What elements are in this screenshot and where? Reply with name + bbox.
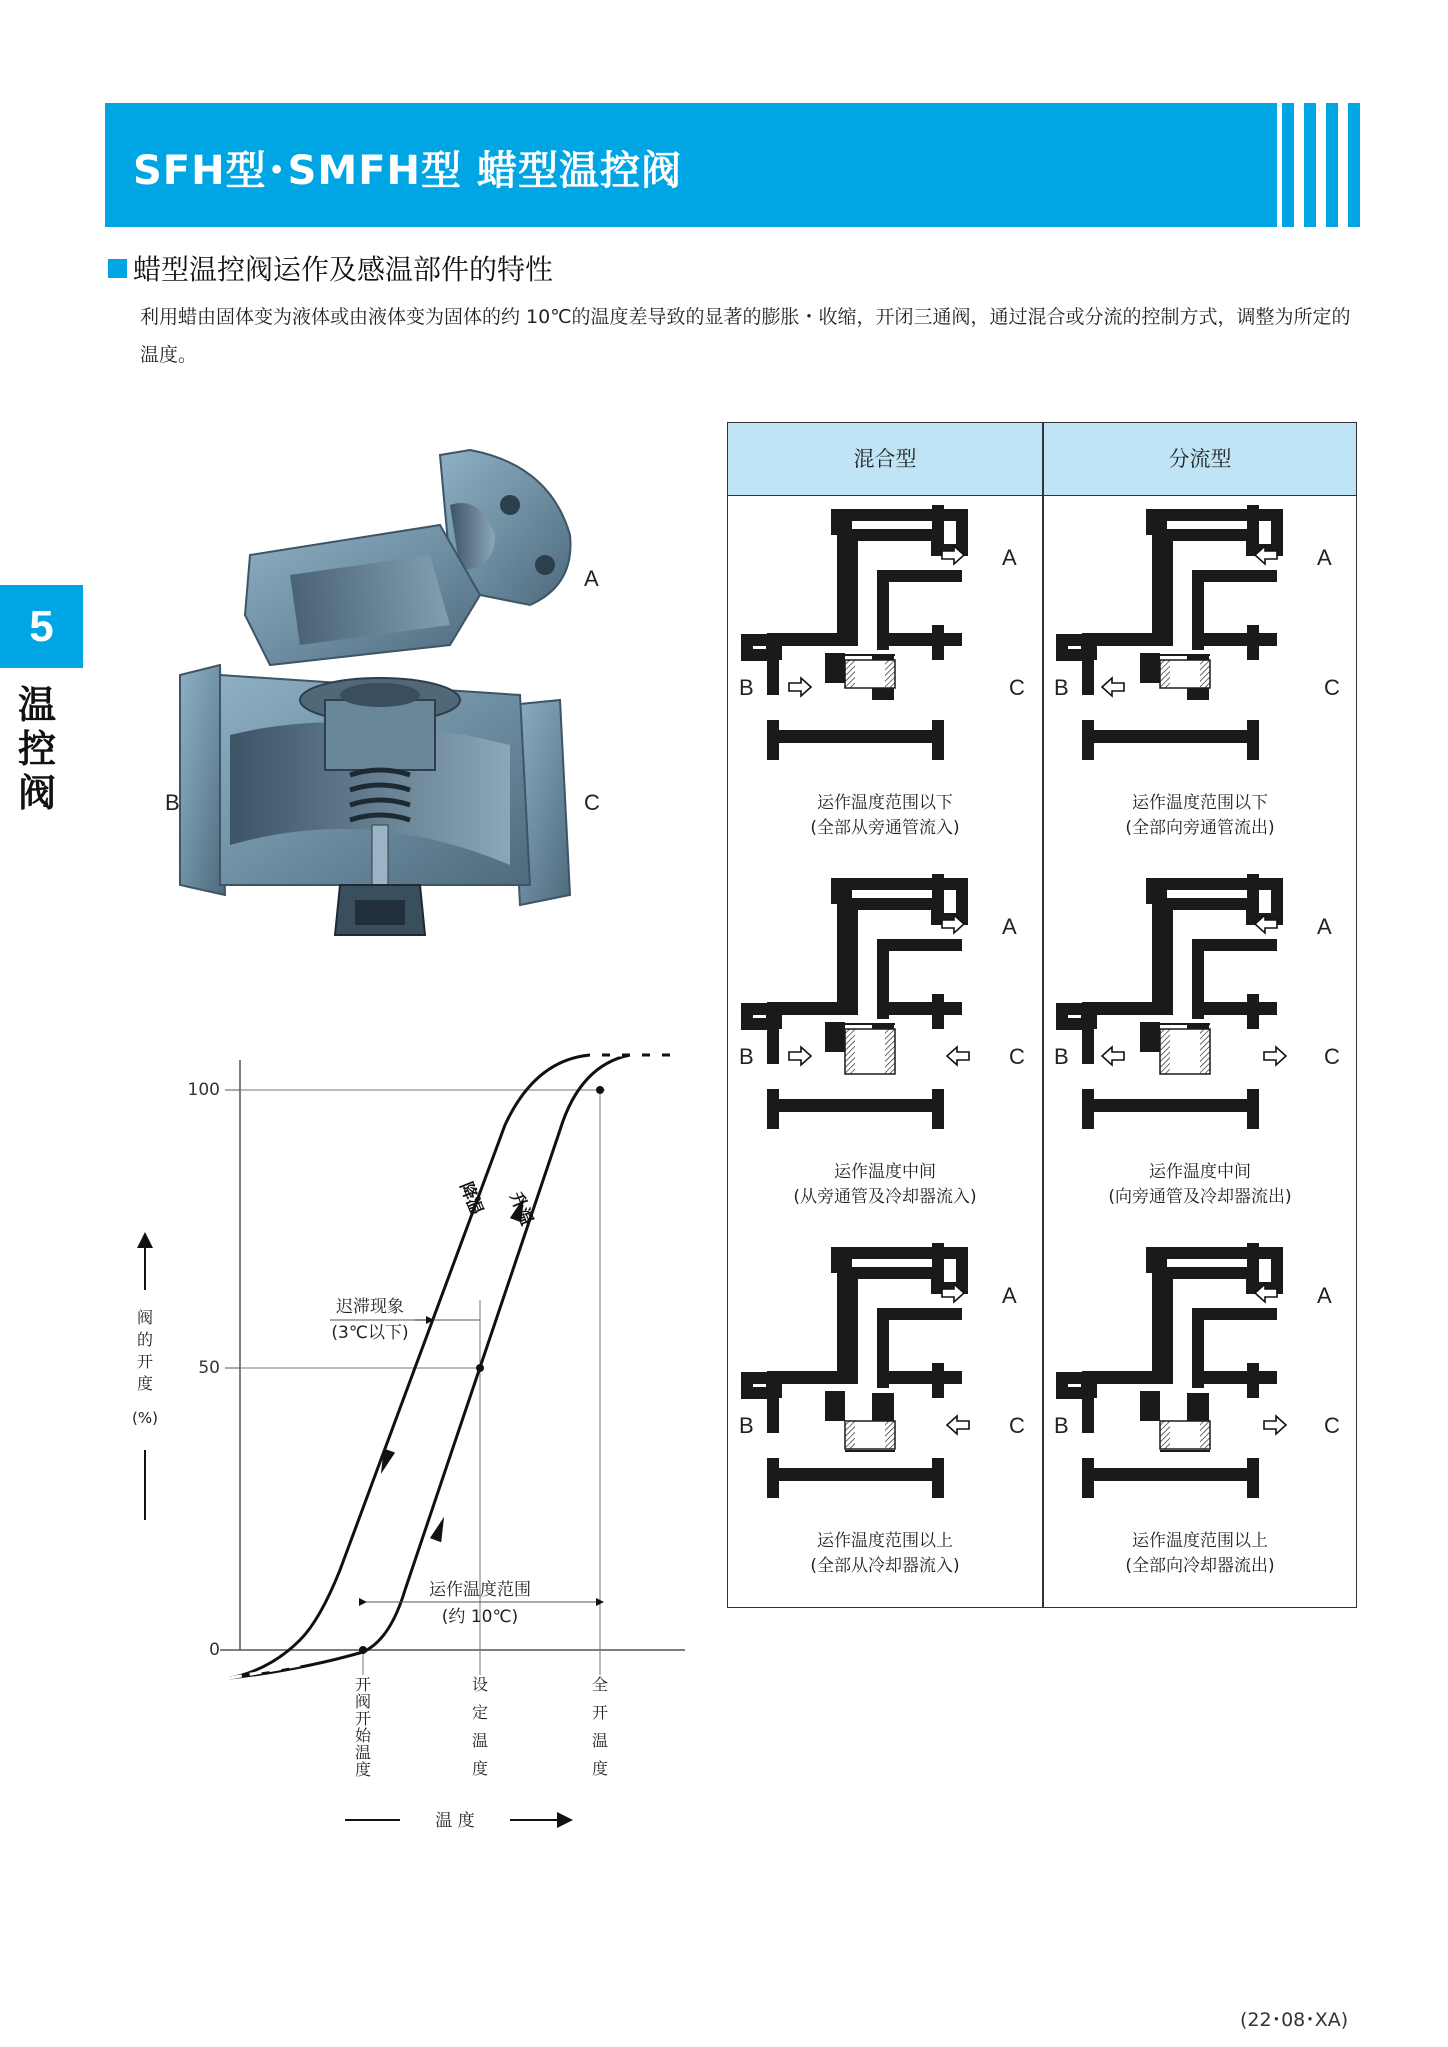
- valve-diagram-split-3: [1042, 1243, 1356, 1513]
- caption-split-row3: 运作温度范围以上 (全部向冷却器流出): [1125, 1531, 1275, 1576]
- port-label-a: A: [1002, 545, 1017, 570]
- section-description: 利用蜡由固体变为液体或由液体变为固体的约 10℃的温度差导致的显著的膨胀・收缩，开闭三通阀，通过混合或分流的控制方式，调整为所定的温度。: [140, 306, 1351, 366]
- port-label-c: C: [1009, 675, 1025, 700]
- x-marker-label: 设定温度: [471, 1675, 489, 1778]
- header-stripes: [1282, 103, 1362, 227]
- square-bullet-icon: [108, 259, 127, 278]
- series-label-heating: 升温: [505, 1189, 537, 1229]
- port-label-c: C: [1324, 1413, 1340, 1438]
- photo-label-a: A: [584, 566, 599, 591]
- column-header-split: 分流型: [1168, 447, 1232, 471]
- footer-code: (22･08･XA): [1240, 2009, 1349, 2031]
- valve-cutaway-photo: [150, 445, 620, 945]
- port-label-a: A: [1317, 1283, 1332, 1308]
- valve-diagram-split-2: [1042, 874, 1356, 1144]
- port-label-c: C: [1324, 1044, 1340, 1069]
- caption-mix-row2: 运作温度中间 (从旁通管及冷却器流入): [793, 1162, 977, 1207]
- chapter-label: 温控阀: [18, 683, 57, 815]
- port-label-b: B: [1054, 675, 1069, 700]
- y-tick-100: 100: [187, 1080, 220, 1100]
- y-tick-50: 50: [198, 1358, 220, 1378]
- chapter-number-tab[interactable]: 5: [0, 585, 83, 668]
- port-label-a: A: [1317, 914, 1332, 939]
- port-label-c: C: [1009, 1413, 1025, 1438]
- port-label-a: A: [1317, 545, 1332, 570]
- x-marker-label: 开阀开始温度: [354, 1675, 372, 1779]
- hysteresis-label: 迟滞现象: [336, 1297, 404, 1317]
- hysteresis-note: (3℃以下): [331, 1323, 409, 1343]
- valve-diagram-mix-2: [727, 874, 1041, 1144]
- hysteresis-chart: [132, 1040, 710, 1860]
- x-axis-label: 温 度: [435, 1811, 475, 1831]
- port-label-a: A: [1002, 914, 1017, 939]
- page-title: SFH型･SMFH型 蜡型温控阀: [133, 148, 682, 194]
- port-label-b: B: [739, 1044, 754, 1069]
- port-label-c: C: [1324, 675, 1340, 700]
- port-label-a: A: [1002, 1283, 1017, 1308]
- port-label-b: B: [739, 675, 754, 700]
- caption-mix-row1: 运作温度范围以下 (全部从旁通管流入): [810, 793, 960, 838]
- column-header-mix: 混合型: [853, 447, 917, 471]
- header-banner: [105, 103, 1277, 227]
- x-marker-label: 全开温度: [591, 1675, 609, 1778]
- port-label-b: B: [739, 1413, 754, 1438]
- port-label-b: B: [1054, 1044, 1069, 1069]
- caption-split-row1: 运作温度范围以下 (全部向旁通管流出): [1125, 793, 1275, 838]
- range-label: 运作温度范围: [429, 1580, 531, 1600]
- port-label-b: B: [1054, 1413, 1069, 1438]
- photo-label-c: C: [584, 790, 600, 815]
- y-tick-0: 0: [209, 1640, 220, 1660]
- valve-diagram-mix-1: [727, 505, 1041, 775]
- photo-label-b: B: [165, 790, 180, 815]
- caption-mix-row3: 运作温度范围以上 (全部从冷却器流入): [810, 1531, 960, 1576]
- y-axis-label: 阀的开度: [136, 1308, 154, 1393]
- valve-diagram-split-1: [1042, 505, 1356, 775]
- series-label-cooling: 降温: [455, 1179, 487, 1219]
- range-note: (约 10℃): [441, 1607, 519, 1627]
- caption-split-row2: 运作温度中间 (向旁通管及冷却器流出): [1108, 1162, 1292, 1207]
- valve-diagram-mix-3: [727, 1243, 1041, 1513]
- y-axis-unit: (%): [132, 1409, 158, 1427]
- section-heading: 蜡型温控阀运作及感温部件的特性: [108, 248, 553, 288]
- port-label-c: C: [1009, 1044, 1025, 1069]
